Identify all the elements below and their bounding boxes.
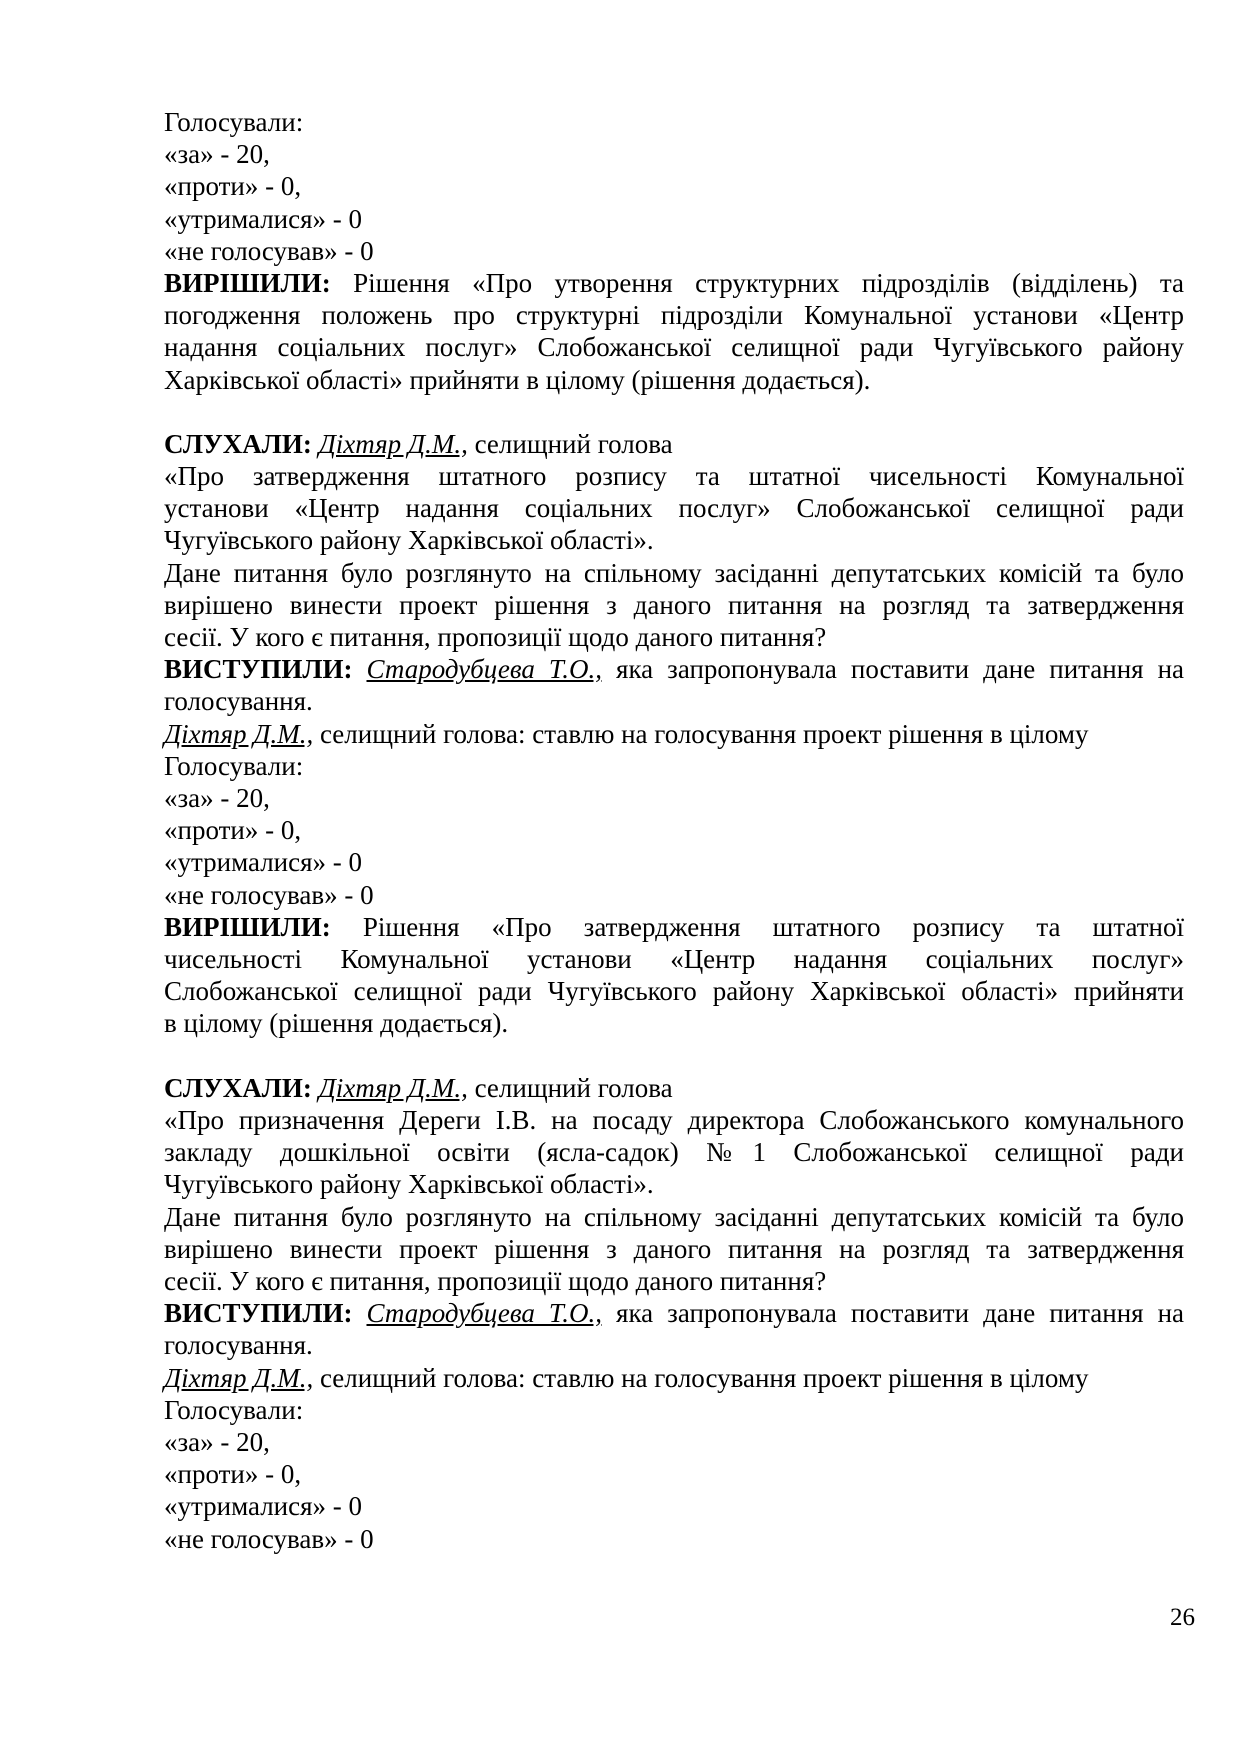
decided-label: ВИРІШИЛИ: bbox=[164, 911, 331, 942]
chair-line: Діхтяр Д.М., селищний голова: ставлю на голосування проект рішення в цілому bbox=[164, 718, 1089, 749]
speaker-link: Стародубцева Т.О., bbox=[366, 1298, 602, 1329]
speaker-link: Діхтяр Д.М., bbox=[164, 718, 314, 749]
vote-block-1 bbox=[164, 106, 1184, 267]
vote-abstained: «утрималися» - 0 bbox=[164, 203, 363, 234]
vote-heading: Голосували: bbox=[164, 1394, 304, 1425]
vote-for: «за» - 20, bbox=[164, 1426, 270, 1457]
decision-line: ВИРІШИЛИ: Рішення «Про затвердження штатного розпису та штатної bbox=[164, 911, 1184, 942]
vote-heading: Голосували: bbox=[164, 750, 304, 781]
section-gap bbox=[164, 396, 1184, 428]
spoke-label: ВИСТУПИЛИ: bbox=[164, 1298, 353, 1329]
decision-line: Слобожанської селищної ради Чугуївського району Харківської області» прийняти bbox=[164, 976, 1184, 1007]
decision-block-1 bbox=[164, 267, 1184, 396]
heard-line: СЛУХАЛИ: Діхтяр Д.М., селищний голова bbox=[164, 1072, 673, 1103]
section-gap bbox=[164, 1040, 1184, 1072]
vote-not-voted: «не голосував» - 0 bbox=[164, 1523, 374, 1554]
heard-label: СЛУХАЛИ: bbox=[164, 428, 312, 459]
speaker-link: Діхтяр Д.М., bbox=[164, 1362, 314, 1393]
topic-line: «Про призначення Дереги І.В. на посаду директора Слобожанського комунального bbox=[164, 1104, 1184, 1135]
topic-line: Чугуївського району Харківської області». bbox=[164, 1169, 654, 1200]
vote-not-voted: «не голосував» - 0 bbox=[164, 879, 374, 910]
topic-line: «Про затвердження штатного розпису та штатної чисельності Комунальної bbox=[164, 461, 1184, 492]
info-line: сесії. У кого є питання, пропозиції щодо даного питання? bbox=[164, 1265, 827, 1296]
spoke-line: ВИСТУПИЛИ: Стародубцева Т.О., яка запропонувала поставити дане питання на bbox=[164, 1298, 1185, 1329]
vote-against: «проти» - 0, bbox=[164, 171, 302, 202]
spoke-line: голосування. bbox=[164, 1330, 313, 1361]
speaker-link: Діхтяр Д.М., bbox=[318, 1072, 468, 1103]
agenda-item-2 bbox=[164, 428, 1184, 1040]
vote-abstained: «утрималися» - 0 bbox=[164, 847, 363, 878]
info-line: Дане питання було розглянуто на спільному засіданні депутатських комісій та було bbox=[164, 1201, 1184, 1232]
decision-line: ВИРІШИЛИ: Рішення «Про утворення структурних підрозділів (відділень) та bbox=[164, 268, 1184, 299]
speaker-link: Стародубцева Т.О., bbox=[366, 654, 602, 685]
agenda-item-3 bbox=[164, 1072, 1184, 1555]
vote-against: «проти» - 0, bbox=[164, 815, 302, 846]
document-page bbox=[164, 106, 1184, 1555]
decision-line: погодження положень про структурні підрозділи Комунальної установи «Центр bbox=[164, 300, 1184, 331]
decision-line: Харківської області» прийняти в цілому (рішення додається). bbox=[164, 364, 871, 395]
vote-abstained: «утрималися» - 0 bbox=[164, 1491, 363, 1522]
decision-line: надання соціальних послуг» Слобожанської селищної ради Чугуївського району bbox=[164, 332, 1184, 363]
heard-line: СЛУХАЛИ: Діхтяр Д.М., селищний голова bbox=[164, 428, 673, 459]
chair-line: Діхтяр Д.М., селищний голова: ставлю на голосування проект рішення в цілому bbox=[164, 1362, 1089, 1393]
vote-heading: Голосували: bbox=[164, 107, 304, 137]
topic-line: Чугуївського району Харківської області». bbox=[164, 525, 654, 556]
decided-label: ВИРІШИЛИ: bbox=[164, 268, 331, 299]
info-line: вирішено винести проект рішення з даного питання на розгляд та затвердження bbox=[164, 1233, 1184, 1264]
page-number: 26 bbox=[1170, 1604, 1195, 1631]
topic-line: установи «Центр надання соціальних послуг» Слобожанської селищної ради bbox=[164, 493, 1184, 524]
info-line: сесії. У кого є питання, пропозиції щодо даного питання? bbox=[164, 622, 827, 653]
vote-against: «проти» - 0, bbox=[164, 1459, 302, 1490]
vote-not-voted: «не голосував» - 0 bbox=[164, 235, 374, 266]
vote-for: «за» - 20, bbox=[164, 783, 270, 814]
speaker-link: Діхтяр Д.М., bbox=[318, 428, 468, 459]
vote-for: «за» - 20, bbox=[164, 139, 270, 170]
info-line: Дане питання було розглянуто на спільному засіданні депутатських комісій та було bbox=[164, 557, 1184, 588]
decision-line: в цілому (рішення додається). bbox=[164, 1008, 509, 1039]
spoke-line: ВИСТУПИЛИ: Стародубцева Т.О., яка запропонувала поставити дане питання на bbox=[164, 654, 1185, 685]
spoke-label: ВИСТУПИЛИ: bbox=[164, 654, 353, 685]
topic-line: закладу дошкільної освіти (ясла-садок) №1 Слобожанської селищної ради bbox=[164, 1137, 1184, 1168]
decision-line: чисельності Комунальної установи «Центр надання соціальних послуг» bbox=[164, 944, 1184, 975]
heard-label: СЛУХАЛИ: bbox=[164, 1072, 312, 1103]
info-line: вирішено винести проект рішення з даного питання на розгляд та затвердження bbox=[164, 589, 1184, 620]
spoke-line: голосування. bbox=[164, 686, 313, 717]
